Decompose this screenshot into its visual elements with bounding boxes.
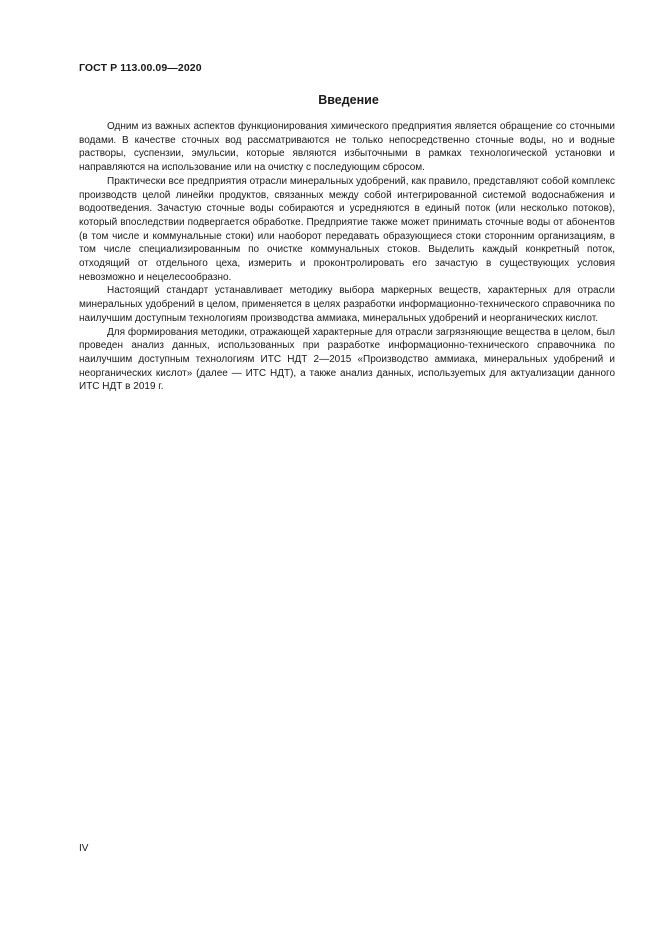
paragraph: Для формирования методики, отражающей характерные для отрасли загрязняющие вещества в целом, был проведен анализ данных, использованных при разработке информационно-технического справочника по наилучшим доступным технологиям ИТС НДТ 2—2015 «Производство аммиака, минеральных удобрений и неорганических кислот» (далее — ИТС НДТ), а также анализ данных, используеmых для актуализации данного ИТС НДТ в 2019 г. bbox=[79, 326, 615, 393]
standard-code: ГОСТ Р 113.00.09—2020 bbox=[79, 62, 202, 74]
section-title: Введение bbox=[318, 93, 379, 107]
paragraph: Практически все предприятия отрасли минеральных удобрений, как правило, представляют собой комплекс производств целой линейки продуктов, связанных между собой интегрированной системой водоснабжения и водоотведения. Зачастую сточные воды собираются и усредняются в единый поток (или несколько потоков), который впоследствии подвергается обработке. Предприятие также может принимать сточные воды от абонентов (в том числе и коммунальные стоки) или наоборот передавать образующиеся стоки сторонним организациям, в том числе специализированным по очистке коммунальных стоков. Выделить каждый конкретный поток, отходящий от отдельного цеха, измерить и проконтролировать его зачастую в существующих условия невозможно и нецелесообразно. bbox=[79, 175, 615, 283]
page-number: IV bbox=[79, 843, 89, 854]
paragraph: Настоящий стандарт устанавливает методику выбора маркерных веществ, характерных для отрасли минеральных удобрений в целом, применяется в целях разработки информационно-технического справочника по наилучшим доступным технологиям производства аммиака, минеральных удобрений и неорганических кислот. bbox=[79, 285, 615, 324]
introduction-body bbox=[79, 120, 615, 394]
paragraph: Одним из важных аспектов функционирования химического предприятия является обращение со сточными водами. В качестве сточных вод рассматриваются не только непосредственно сточные воды, но и водные растворы, суспензии, эмульсии, которые являются избыточными в рамках технологической установки и направляются на использование или на очистку с последующим сбросом. bbox=[79, 121, 615, 174]
